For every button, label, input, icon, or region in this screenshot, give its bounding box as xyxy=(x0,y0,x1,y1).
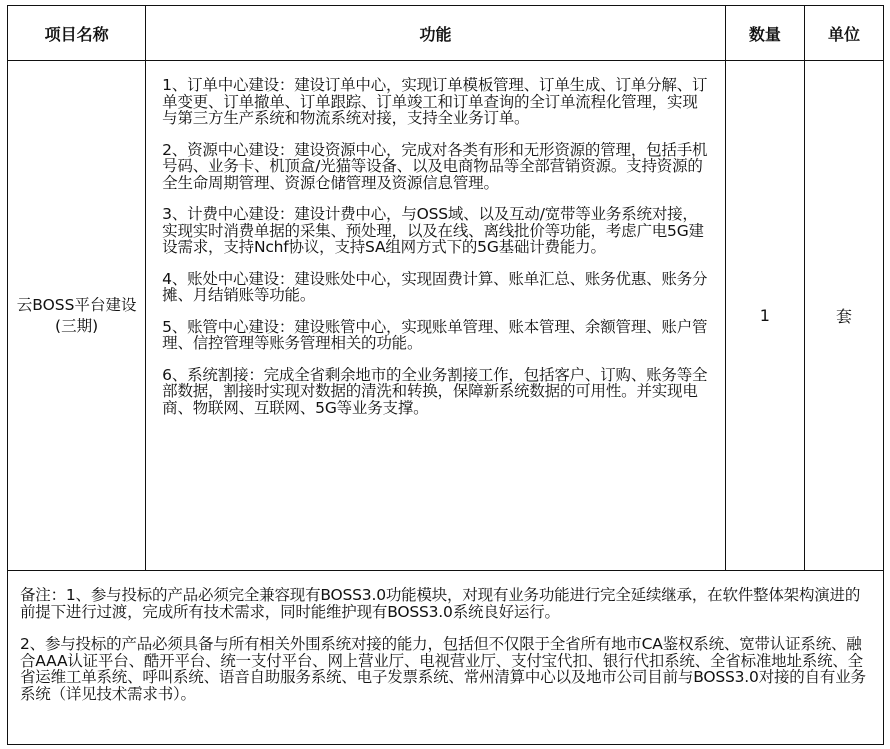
unit-cell: 套 xyxy=(804,61,883,571)
notes-cell xyxy=(8,571,884,745)
header-project-name: 项目名称 xyxy=(8,6,146,61)
notes-row xyxy=(8,571,884,745)
table-row xyxy=(8,61,884,571)
function-item: 5、账管中心建设：建设账管中心，实现账单管理、账本管理、余额管理、账户管理、信控管理等账务管理相关的功能。 xyxy=(162,317,708,352)
header-unit: 单位 xyxy=(804,6,883,61)
function-cell xyxy=(146,61,726,571)
function-item: 6、系统割接：完成全省剩余地市的全业务割接工作，包括客户、订购、账务等全部数据，割接时实现对数据的清洗和转换，保障新系统数据的可用性。并实现电商、物联网、互联网、5G等业务支撑。 xyxy=(162,365,708,417)
project-name-cell: 云BOSS平台建设(三期) xyxy=(8,61,146,571)
note-paragraph: 2、参与投标的产品必须具备与所有相关外围系统对接的能力，包括但不仅限于全省所有地市CA鉴权系统、宽带认证系统、融合AAA认证平台、酷开平台、统一支付平台、网上营业厅、电视营业厅、支付宝代扣、银行代扣系统、全省标准地址系统、全省运维工单系统、呼叫系统、语音自助服务系统、电子发票系统、常州清算中心以及地市公司目前与BOSS3.0对接的自有业务系统（详见技术需求书）。 xyxy=(20,635,866,703)
header-row xyxy=(8,6,884,61)
quantity-cell: 1 xyxy=(725,61,804,571)
function-item: 4、账处中心建设：建设账处中心，实现固费计算、账单汇总、账务优惠、账务分摊、月结销账等功能。 xyxy=(162,269,708,304)
header-quantity: 数量 xyxy=(725,6,804,61)
function-item: 1、订单中心建设：建设订单中心，实现订单模板管理、订单生成、订单分解、订单变更、订单撤单、订单跟踪、订单竣工和订单查询的全订单流程化管理，实现与第三方生产系统和物流系统对接，支持全业务订单。 xyxy=(162,76,708,127)
project-spec-table xyxy=(7,5,884,745)
function-item: 2、资源中心建设：建设资源中心，完成对各类有形和无形资源的管理，包括手机号码、业务卡、机顶盒/光猫等设备、以及电商物品等全部营销资源。支持资源的全生命周期管理、资源仓储管理及资源信息管理。 xyxy=(162,140,708,192)
note-paragraph: 备注：1、参与投标的产品必须完全兼容现有BOSS3.0功能模块，对现有业务功能进行完全延续继承，在软件整体架构演进的前提下进行过渡，完成所有技术需求，同时能维护现有BOSS3.0系统良好运行。 xyxy=(20,586,861,621)
header-function: 功能 xyxy=(146,6,726,61)
function-item: 3、计费中心建设：建设计费中心，与OSS域、以及互动/宽带等业务系统对接，实现实时消费单据的采集、预处理，以及在线、离线批价等功能，考虑广电5G建设需求，支持Nchf协议，支持SA组网方式下的5G基础计费能力。 xyxy=(162,205,704,256)
